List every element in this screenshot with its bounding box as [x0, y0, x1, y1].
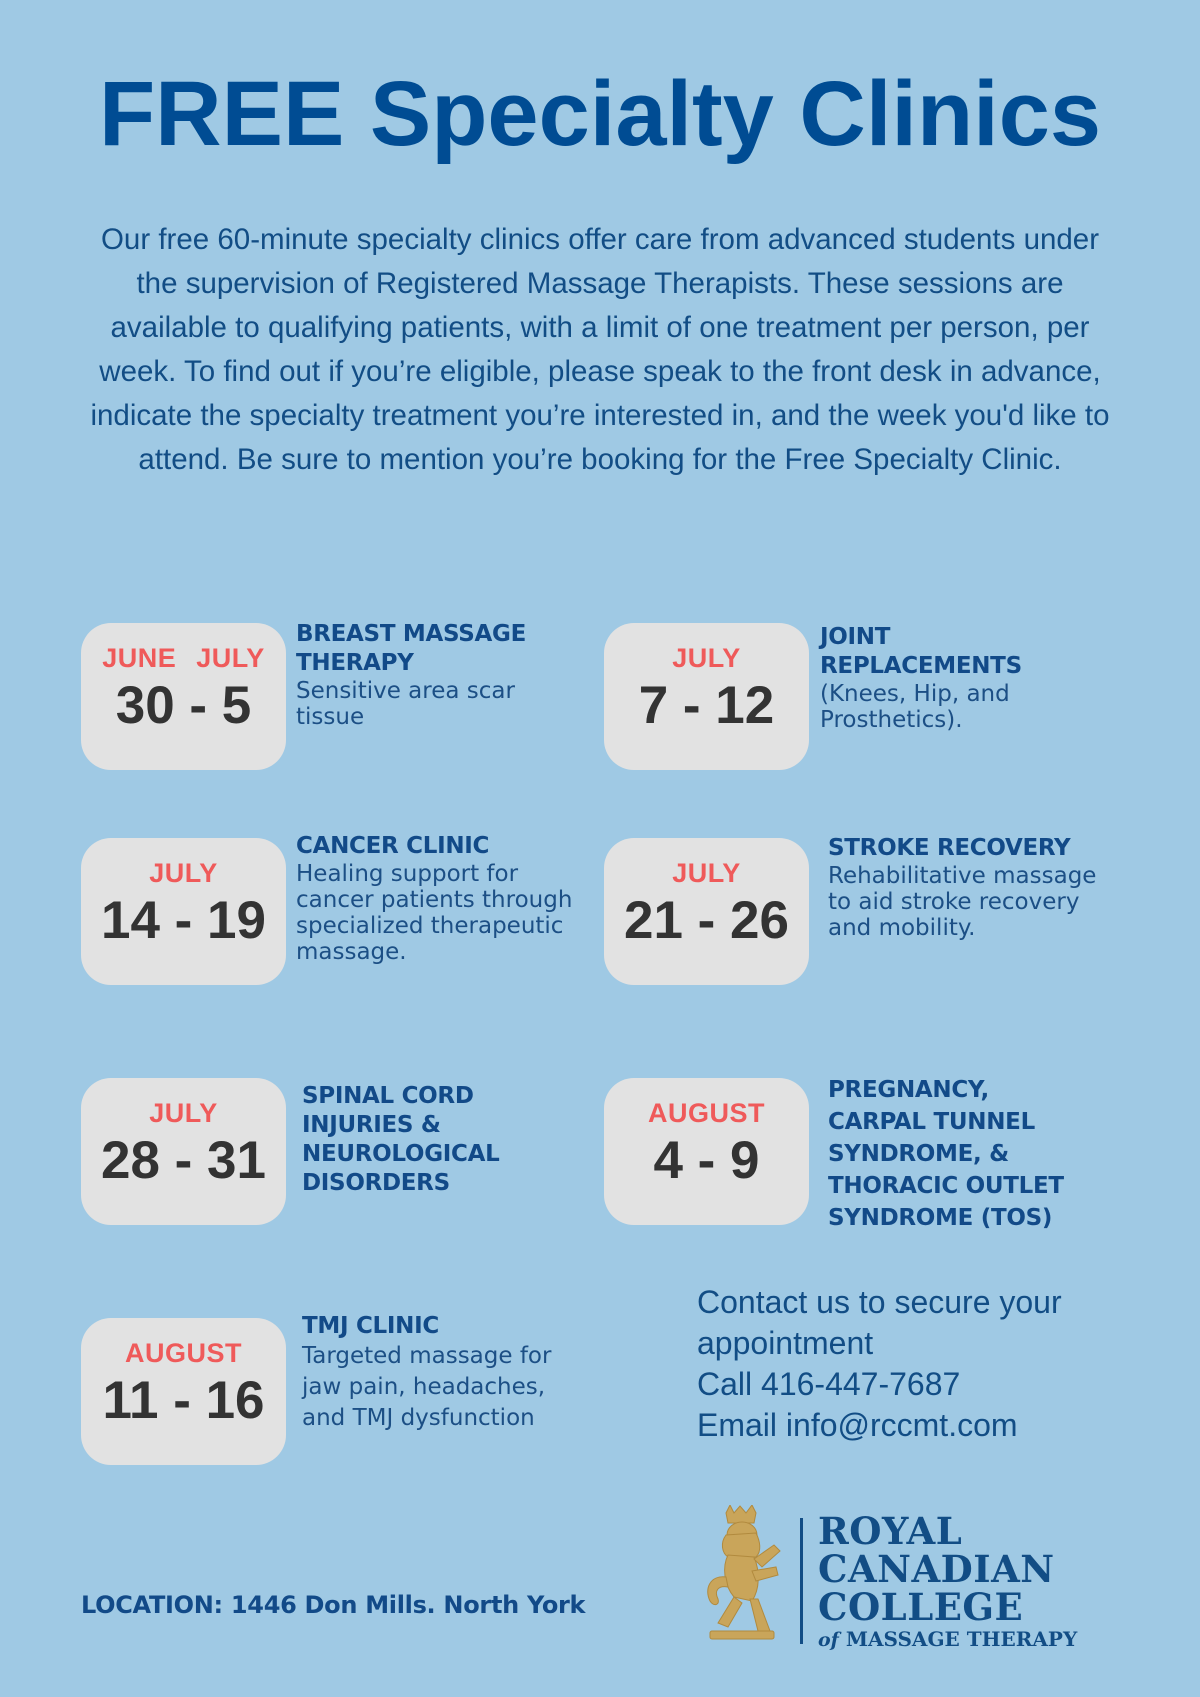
lion-crest-icon [696, 1505, 786, 1645]
clinic-name: PREGNANCY, CARPAL TUNNEL SYNDROME, & THORACIC OUTLET SYNDROME (TOS) [828, 1077, 1064, 1231]
month-label: JULY [672, 858, 741, 888]
clinic-info [296, 832, 576, 965]
date-card [604, 838, 809, 985]
date-range: 14 - 19 [100, 891, 266, 950]
clinic-name: SPINAL CORD INJURIES & NEUROLOGICAL DISORDERS [302, 1083, 500, 1196]
date-card [81, 623, 286, 770]
clinic-description: Rehabilitative massage to aid stroke recovery and mobility. [828, 863, 1097, 941]
clinic-name: STROKE RECOVERY [828, 835, 1071, 861]
clinic-description: Healing support for cancer patients through specialized therapeutic massage. [296, 861, 573, 965]
date-range: 21 - 26 [623, 891, 789, 950]
clinic-info [296, 620, 566, 730]
date-months [604, 1098, 809, 1129]
month-label: JULY [149, 1098, 218, 1128]
contact-block [697, 1282, 1157, 1446]
date-range: 4 - 9 [653, 1131, 760, 1190]
date-months [604, 643, 809, 674]
logo-line: ROYAL [818, 1509, 963, 1553]
month-label: JULY [196, 643, 265, 673]
contact-line: appointment [697, 1325, 874, 1361]
clinic-name: JOINT REPLACEMENTS [820, 624, 1022, 679]
date-months [81, 1098, 286, 1129]
logo-line [818, 1626, 1118, 1653]
clinic-info [302, 1082, 532, 1198]
logo-line: CANADIAN [818, 1547, 1055, 1591]
clinic-info [828, 834, 1108, 941]
clinic-info [302, 1312, 562, 1434]
clinic-name: BREAST MASSAGE THERAPY [296, 621, 526, 676]
month-label: JUNE [102, 643, 177, 673]
month-label: JULY [149, 858, 218, 888]
clinic-name: CANCER CLINIC [296, 833, 490, 859]
date-card [604, 1078, 809, 1225]
logo-subline: MASSAGE THERAPY [845, 1627, 1078, 1651]
clinic-description: (Knees, Hip, and Prosthetics). [820, 681, 1010, 733]
date-card [81, 838, 286, 985]
contact-line: Contact us to secure your [697, 1284, 1062, 1320]
month-label: AUGUST [125, 1338, 242, 1368]
clinic-info [828, 1074, 1088, 1234]
month-label: JULY [672, 643, 741, 673]
logo-prefix: of [818, 1629, 839, 1651]
month-label: AUGUST [648, 1098, 765, 1128]
date-range: 11 - 16 [102, 1371, 265, 1430]
clinic-info [820, 623, 1040, 733]
clinic-name: TMJ CLINIC [302, 1313, 439, 1339]
date-range: 7 - 12 [638, 676, 775, 735]
date-card [604, 623, 809, 770]
clinic-description: Sensitive area scar tissue [296, 678, 515, 730]
date-months [81, 643, 286, 674]
date-card [81, 1078, 286, 1225]
contact-email[interactable]: Email info@rccmt.com [697, 1407, 1018, 1443]
date-months [81, 858, 286, 889]
date-range: 30 - 5 [115, 676, 252, 735]
intro-paragraph: Our free 60-minute specialty clinics offer care from advanced students under the supervision of Registered Massage Therapists. These sessions are available to qualifying patients, with a limit of one treatment per person, per week. To find out if you’re eligible, please speak to the front desk in advance, indicate the specialty treatment you’re interested in, and the week you'd like to attend. Be sure to mention you’re booking for the Free Specialty Clinic. [90, 223, 1110, 476]
contact-phone[interactable]: Call 416-447-7687 [697, 1366, 961, 1402]
location-text: LOCATION: 1446 Don Mills. North York [81, 1591, 586, 1619]
date-months [81, 1338, 286, 1369]
page-title: FREE Specialty Clinics [98, 63, 1102, 165]
date-months [604, 858, 809, 889]
clinic-description: Targeted massage for jaw pain, headaches, and TMJ dysfunction [302, 1343, 552, 1431]
college-logo-text [818, 1509, 1118, 1653]
logo-divider [800, 1518, 803, 1644]
date-card [81, 1318, 286, 1465]
logo-line: COLLEGE [818, 1585, 1024, 1629]
date-range: 28 - 31 [100, 1131, 266, 1190]
